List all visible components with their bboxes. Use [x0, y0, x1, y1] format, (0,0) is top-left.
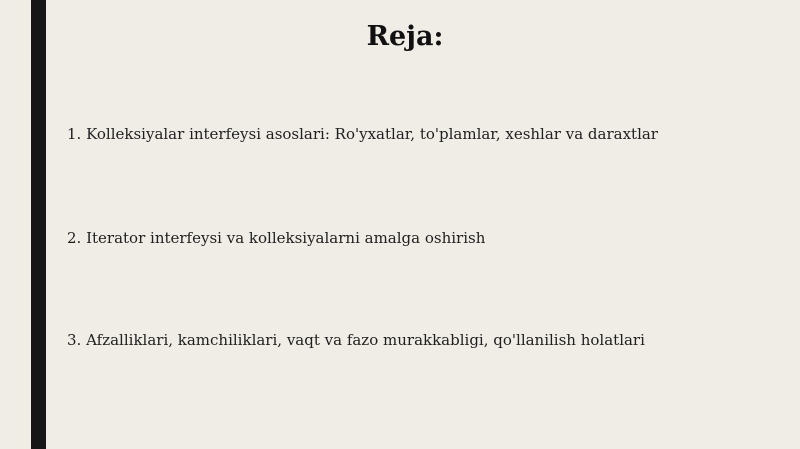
plan-item-2: 2. Iterator interfeysi va kolleksiyalarni amalga oshirish — [67, 229, 486, 247]
plan-item-1: 1. Kolleksiyalar interfeysi asoslari: Ro'yxatlar, to'plamlar, xeshlar va daraxtlar — [67, 125, 658, 143]
plan-item-3: 3. Afzalliklari, kamchiliklari, vaqt va fazo murakkabligi, qo'llanilish holatlari — [67, 331, 645, 349]
slide-title: Reja: — [366, 21, 444, 52]
accent-bar — [31, 0, 46, 449]
